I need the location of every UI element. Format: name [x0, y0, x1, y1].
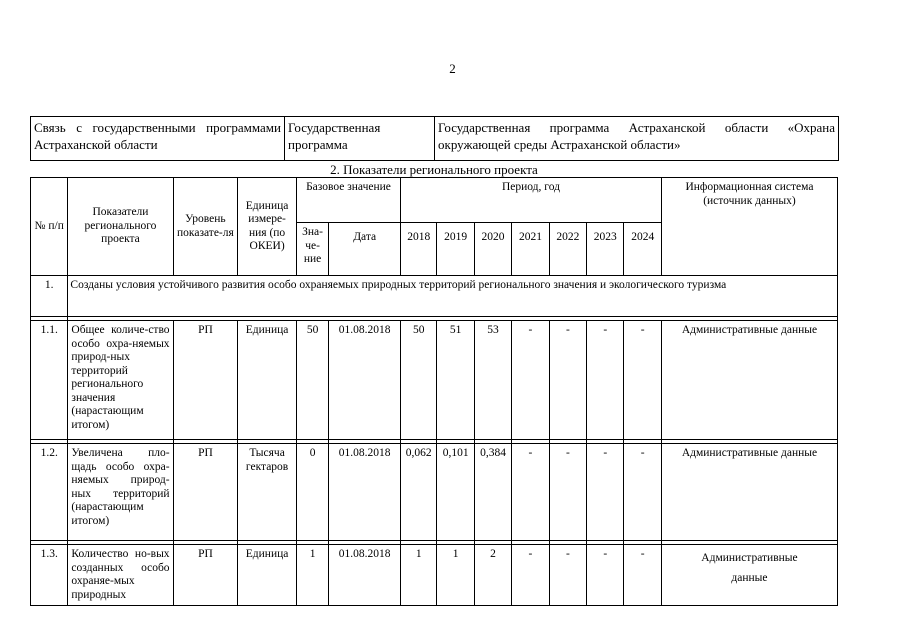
- row-value: -: [549, 321, 586, 440]
- row-value: 0,062: [401, 444, 437, 541]
- row-value: -: [512, 545, 549, 606]
- row-value: 1: [437, 545, 474, 606]
- header-num: № п/п: [31, 178, 68, 276]
- header-year: 2019: [437, 223, 474, 276]
- row-value: 50: [401, 321, 437, 440]
- header-year: 2020: [474, 223, 511, 276]
- row-value: -: [624, 444, 661, 541]
- row-value: -: [549, 444, 586, 541]
- row-base-value: 50: [296, 321, 328, 440]
- program-link-row: [31, 117, 839, 161]
- row-base-date: 01.08.2018: [329, 444, 401, 541]
- row-base-value: 1: [296, 545, 328, 606]
- header-year: 2018: [401, 223, 437, 276]
- row-indicator-name: Общее количе-ство особо охра-няемых природ-ных территорий регионального значения (нарастающим итогом): [68, 321, 173, 440]
- row-value: -: [587, 444, 624, 541]
- section-title: 2. Показатели регионального проекта: [330, 162, 538, 177]
- row-num: 1.1.: [31, 321, 68, 440]
- header-indicator: Показатели регионального проекта: [68, 178, 173, 276]
- row-source: Административные данные: [661, 444, 837, 541]
- row-source: Административные данные: [661, 545, 837, 606]
- row-unit: Единица: [238, 321, 297, 440]
- header-year: 2022: [549, 223, 586, 276]
- row-value: 1: [401, 545, 437, 606]
- row-level: РП: [173, 444, 238, 541]
- row-num: 1.3.: [31, 545, 68, 606]
- row-base-date: 01.08.2018: [329, 321, 401, 440]
- table-row: [31, 444, 838, 541]
- row-value: 0,384: [474, 444, 511, 541]
- row-indicator-name: Количество но-вых созданных особо охраняе-мых природных: [68, 545, 173, 606]
- row-value: -: [512, 321, 549, 440]
- header-base: Базовое значение: [296, 178, 400, 223]
- header-year: 2023: [587, 223, 624, 276]
- indicators-table: [30, 177, 838, 606]
- group-num: 1.: [31, 276, 68, 317]
- row-value: 53: [474, 321, 511, 440]
- group-title: Созданы условия устойчивого развития особо охраняемых природных территорий регионального значения и экологического туризма: [68, 276, 838, 317]
- row-unit: Единица: [238, 545, 297, 606]
- row-num: 1.2.: [31, 444, 68, 541]
- program-link-label: Связь с государственными программами Астраханской области: [31, 117, 285, 161]
- row-level: РП: [173, 545, 238, 606]
- header-base-date: Дата: [329, 223, 401, 276]
- header-period: Период, год: [401, 178, 662, 223]
- header-level: Уровень показате-ля: [173, 178, 238, 276]
- program-link-type: Государственная программа: [285, 117, 435, 161]
- row-value: -: [624, 545, 661, 606]
- row-level: РП: [173, 321, 238, 440]
- row-base-value: 0: [296, 444, 328, 541]
- row-value: 2: [474, 545, 511, 606]
- header-year: 2021: [512, 223, 549, 276]
- group-row: [31, 276, 838, 317]
- row-value: -: [624, 321, 661, 440]
- table-row: [31, 321, 838, 440]
- row-value: -: [512, 444, 549, 541]
- row-unit: Тысяча гектаров: [238, 444, 297, 541]
- row-value: 51: [437, 321, 474, 440]
- row-source: Административные данные: [661, 321, 837, 440]
- header-info: Информационная система (источник данных): [661, 178, 837, 276]
- page-number: 2: [449, 61, 456, 76]
- table-row: [31, 545, 838, 606]
- row-value: 0,101: [437, 444, 474, 541]
- row-value: -: [549, 545, 586, 606]
- row-value: -: [587, 545, 624, 606]
- header-row-1: [31, 178, 838, 223]
- header-base-value: Зна-че-ние: [296, 223, 328, 276]
- row-indicator-name: Увеличена пло-щадь особо охра-няемых природ-ных территорий (нарастающим итогом): [68, 444, 173, 541]
- program-link-name: Государственная программа Астраханской области «Охрана окружающей среды Астраханской области»: [435, 117, 839, 161]
- row-base-date: 01.08.2018: [329, 545, 401, 606]
- header-unit: Единица измере-ния (по ОКЕИ): [238, 178, 297, 276]
- row-value: -: [587, 321, 624, 440]
- program-link-table: [30, 116, 839, 161]
- header-year: 2024: [624, 223, 661, 276]
